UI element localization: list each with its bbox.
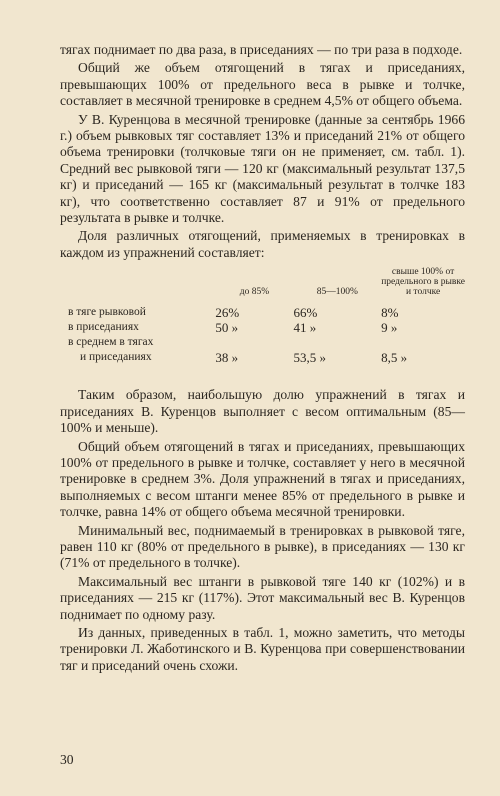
weight-distribution-table xyxy=(60,267,465,365)
table-row xyxy=(60,335,465,365)
row-label-line: и приседаниях xyxy=(80,351,152,364)
paragraph-continued: тягах поднимает по два раза, в приседаниях — по три раза в подходе. xyxy=(60,42,463,57)
row-label: в тяге рывковой xyxy=(68,306,146,319)
table-cell: 8% xyxy=(381,305,399,321)
table-row xyxy=(60,320,465,335)
table-cell: 50 » xyxy=(215,320,239,336)
table-cell: 66% xyxy=(293,305,318,321)
paragraph: Доля различных отягощений, применяемых в тренировках в каждом из упражнений составляет: xyxy=(60,228,465,260)
table-cell: 53,5 » xyxy=(293,350,326,366)
table-header-row xyxy=(60,267,465,305)
table-header-cell: 85—100% xyxy=(316,287,358,298)
table-cell: 38 » xyxy=(215,350,239,366)
table-cell: 9 » xyxy=(381,320,398,336)
table-cell: 26% xyxy=(215,305,240,321)
table-header-cell: свыше 100% от предельного в рывке и толчке xyxy=(381,267,465,298)
paragraph: Минимальный вес, поднимаемый в тренировках в рывковой тяге, равен 110 кг (80% от предельного в рывке), в приседаниях — 130 кг (71% от предельного в толчке). xyxy=(60,522,465,571)
table-row xyxy=(60,305,465,320)
paragraph: Из данных, приведенных в табл. 1, можно заметить, что методы тренировки Л. Жаботинского и В. Куренцова при совершенствовании тяг и приседаний очень схожи. xyxy=(60,624,465,673)
row-label xyxy=(60,335,215,365)
paragraph: У В. Куренцова в месячной тренировке (данные за сентябрь 1966 г.) объем рывковых тяг составляет 13% и приседаний 21% от общего объема тренировки (толчковые тяги он не применяет, см. табл. 1). Средний вес рывковой тяги — 120 кг (максимальный результат 137,5 кг) и приседаний — 165 кг (максимальный результат в толчке 183 кг), что соответственно составляет 87 и 91% от предельного результата в рывке и толчке. xyxy=(60,111,465,226)
table-cell: 41 » xyxy=(293,320,317,336)
page-body xyxy=(60,42,465,676)
paragraph: Общий же объем отягощений в тягах и приседаниях, превышающих 100% от предельного веса в рывке и толчке, составляет в месячной тренировке в среднем 4,5% от общего объема. xyxy=(60,60,465,109)
paragraph: Таким образом, наибольшую долю упражнений в тягах и приседаниях В. Куренцов выполняет с весом оптимальным (85—100% и меньше). xyxy=(60,387,465,436)
table-header-blank xyxy=(60,267,215,305)
row-label-line: в среднем в тягах xyxy=(68,336,154,349)
page-number: 30 xyxy=(60,752,74,767)
table-cell: 8,5 » xyxy=(381,350,408,366)
row-label: в приседаниях xyxy=(68,321,139,334)
table-header-cell: до 85% xyxy=(239,287,270,298)
paragraph: Общий объем отягощений в тягах и приседаниях, превышающих 100% от предельного в рывке и толчке, составляет у него в месячной тренировке в среднем 3%. Доля упражнений в тягах и приседаниях, выполняемых с весом штанги менее 85% от предельного в рывке и толчке, равна 14% от общего объема месячной тренировки. xyxy=(60,438,465,520)
paragraph: Максимальный вес штанги в рывковой тяге 140 кг (102%) и в приседаниях — 215 кг (117%). Этот максимальный вес В. Куренцов поднимает по одному разу. xyxy=(60,573,465,622)
